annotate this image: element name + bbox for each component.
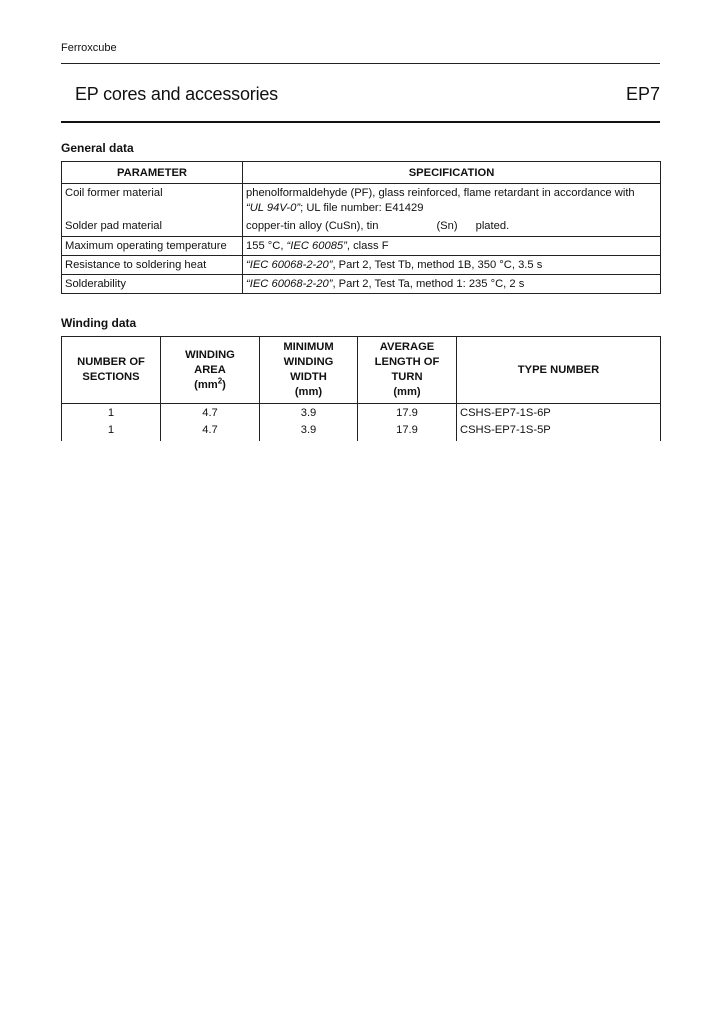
- param-cell: Maximum operating temperature: [62, 237, 243, 256]
- table-row: [62, 256, 661, 275]
- area-cell: 4.7: [161, 421, 260, 441]
- spec-cell: [243, 256, 661, 275]
- spec-text: , class F: [346, 240, 389, 252]
- spec-text: copper-tin alloy (CuSn), tin: [246, 220, 379, 232]
- spec-text: 155 °C,: [246, 240, 287, 252]
- general-data-table: [61, 161, 661, 294]
- length-cell: 17.9: [358, 421, 457, 441]
- col-header-type-number: TYPE NUMBER: [457, 337, 661, 404]
- table-row: [62, 237, 661, 256]
- table-row: [62, 184, 661, 220]
- spec-text: (Sn): [436, 220, 458, 232]
- param-cell: Resistance to soldering heat: [62, 256, 243, 275]
- header-rule: [61, 63, 660, 64]
- brand-name: Ferroxcube: [61, 42, 117, 54]
- table-header-row: [62, 337, 661, 404]
- general-data-heading: General data: [61, 141, 134, 155]
- spec-standard: “IEC 60068-2-20”: [246, 259, 333, 271]
- spec-cell: [243, 275, 661, 294]
- table-header-row: [62, 162, 661, 184]
- spec-text: , Part 2, Test Tb, method 1B, 350 °C, 3.5 s: [332, 259, 543, 271]
- col-header-min-width: MINIMUM WINDING WIDTH (mm): [260, 337, 358, 404]
- spec-cell: [243, 237, 661, 256]
- width-cell: 3.9: [260, 421, 358, 441]
- title-rule: [61, 121, 660, 123]
- spec-text: , Part 2, Test Ta, method 1: 235 °C, 2 s: [332, 278, 525, 290]
- table-row: [62, 404, 661, 422]
- type-number-cell: CSHS-EP7-1S-6P: [457, 404, 661, 422]
- spec-text: plated.: [475, 220, 510, 232]
- param-cell: Coil former material: [62, 184, 243, 220]
- param-cell: Solderability: [62, 275, 243, 294]
- col-header-winding-area: WINDING AREA $(mm^2)$: [161, 337, 260, 404]
- col-header-avg-length: AVERAGE LENGTH OF TURN (mm): [358, 337, 457, 404]
- col-header-sections: NUMBER OF SECTIONS: [62, 337, 161, 404]
- col-header-specification: SPECIFICATION: [243, 162, 661, 184]
- param-cell: Solder pad material: [62, 219, 243, 237]
- winding-data-heading: Winding data: [61, 316, 137, 330]
- spec-text: ; UL file number: E41429: [300, 202, 424, 214]
- col-header-parameter: PARAMETER: [62, 162, 243, 184]
- spec-text: phenolformaldehyde (PF), glass reinforced, flame retardant in accordance with: [246, 187, 635, 199]
- page-title: EP cores and accessories: [75, 84, 278, 104]
- table-row: [62, 275, 661, 294]
- spec-standard: “IEC 60068-2-20”: [246, 278, 333, 290]
- winding-data-table: [61, 336, 661, 441]
- width-cell: 3.9: [260, 404, 358, 422]
- spec-standard: “UL 94V-0”: [246, 202, 301, 214]
- table-row: [62, 219, 661, 237]
- product-code: EP7: [625, 84, 660, 104]
- spec-standard: “IEC 60085”: [286, 240, 347, 252]
- sections-cell: 1: [62, 421, 161, 441]
- area-cell: 4.7: [161, 404, 260, 422]
- sections-cell: 1: [62, 404, 161, 422]
- table-row: [62, 421, 661, 441]
- length-cell: 17.9: [358, 404, 457, 422]
- type-number-cell: CSHS-EP7-1S-5P: [457, 421, 661, 441]
- spec-cell: [243, 219, 661, 237]
- spec-cell: [243, 184, 661, 220]
